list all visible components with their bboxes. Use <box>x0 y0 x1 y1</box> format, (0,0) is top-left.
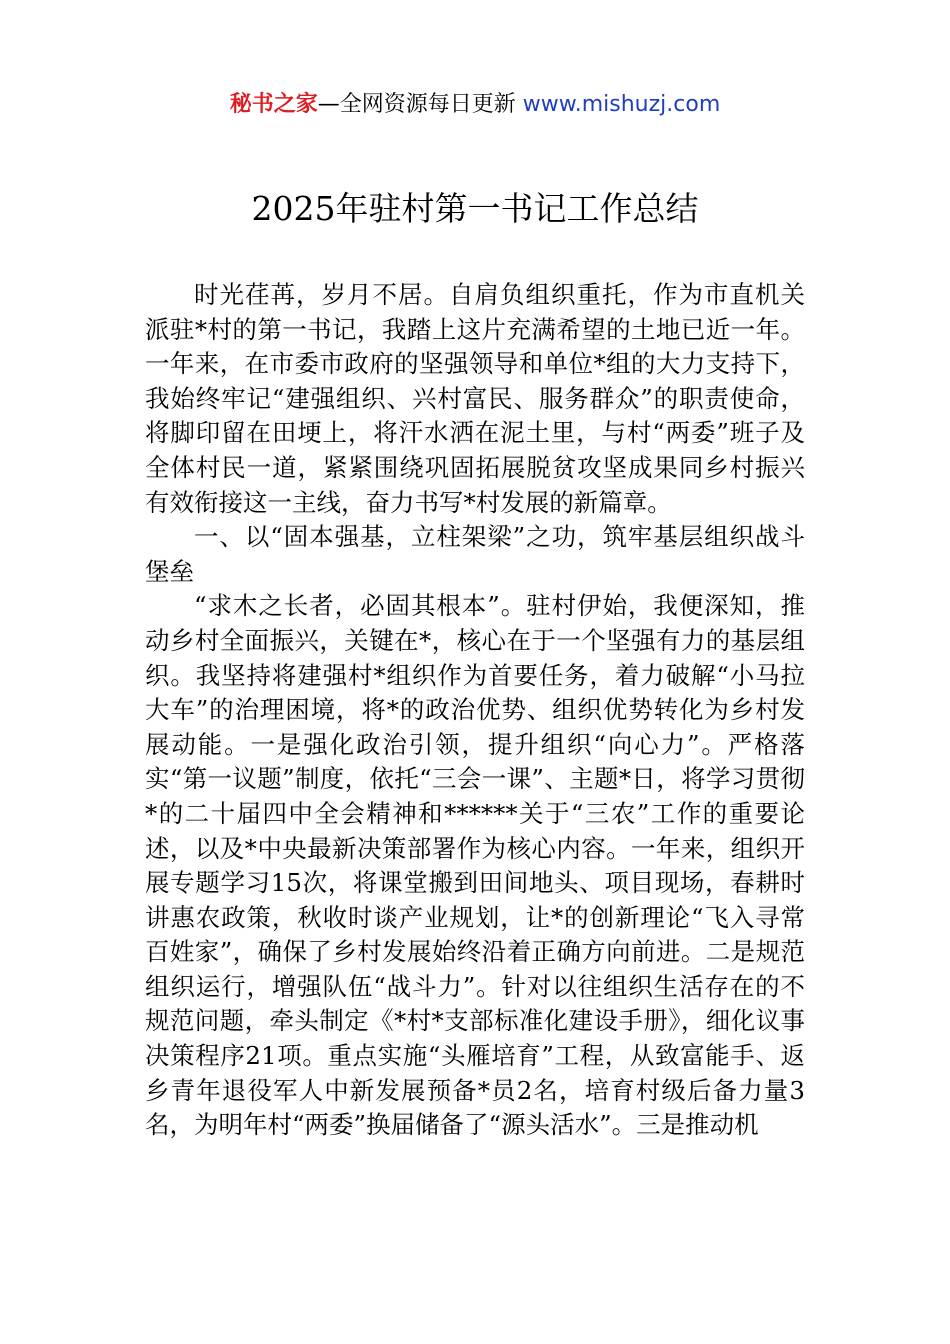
section-heading-1: 一、以“固本强基，立柱架梁”之功，筑牢基层组织战斗堡垒 <box>145 522 805 586</box>
site-url-link[interactable]: www.mishuzj.com <box>522 92 721 117</box>
site-header <box>0 90 950 120</box>
document-title: 2025年驻村第一书记工作总结 <box>251 189 699 228</box>
paragraph-section-1: “求木之长者，必固其根本”。驻村伊始，我便深知，推动乡村全面振兴，关键在*，核心在于一个坚强有力的基层组织。我坚持将建强村*组织作为首要任务，着力破解“小马拉大车”的治理困境，将*的政治优势、组织优势转化为乡村发展动能。一是强化政治引领，提升组织“向心力”。严格落实“第一议题”制度，依托“三会一课”、主题*日，将学习贯彻*的二十届四中全会精神和******关于“三农”工作的重要论述，以及*中央最新决策部署作为核心内容。一年来，组织开展专题学习15次，将课堂搬到田间地头、项目现场，春耕时讲惠农政策，秋收时谈产业规划，让*的创新理论“飞入寻常百姓家”，确保了乡村发展始终沿着正确方向前进。二是规范组织运行，增强队伍“战斗力”。针对以往组织生活存在的不规范问题，牵头制定《*村*支部标准化建设手册》，细化议事决策程序21项。重点实施“头雁培育”工程，从致富能手、返乡青年退役军人中新发展预备*员2名，培育村级后备力量3名，为明年村“两委”换届储备了“源头活水”。三是推动机 <box>145 591 805 1140</box>
site-slogan: —全网资源每日更新 <box>317 92 516 117</box>
paragraph-intro: 时光荏苒，岁月不居。自肩负组织重托，作为市直机关派驻*村的第一书记，我踏上这片充满希望的土地已近一年。一年来，在市委市政府的坚强领导和单位*组的大力支持下，我始终牢记“建强组织、兴村富民、服务群众”的职责使命，将脚印留在田埂上，将汗水洒在泥土里，与村“两委”班子及全体村民一道，紧紧围绕巩固拓展脱贫攻坚成果同乡村振兴有效衔接这一主线，奋力书写*村发展的新篇章。 <box>145 280 805 517</box>
document-body <box>145 278 805 1143</box>
site-brand: 秘书之家 <box>229 92 318 117</box>
